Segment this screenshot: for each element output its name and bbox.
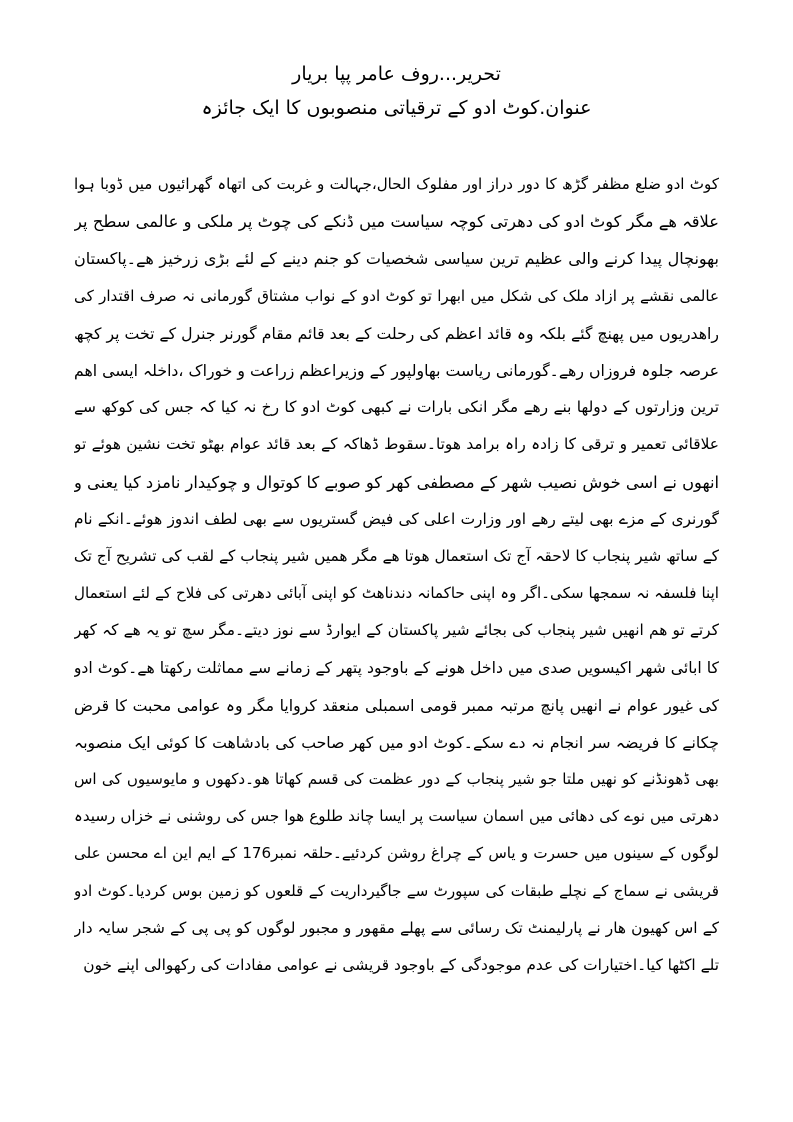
body-line: تلے اکٹھا کیا۔اختیارات کی عدم موجودگی کے باوجود قریشی نے عوامی مفادات کی رکھوالی اپنے خون xyxy=(83,955,719,974)
body-line: اپنا فلسفہ نہ سمجھا سکی۔اگر وہ اپنی حاکمانہ دندناھٹ کو اپنی آبائی دھرتی کی فلاح کے لئے استعمال xyxy=(74,584,719,603)
body-line: چکانے کا فریضہ سر انجام نہ دے سکے۔کوٹ ادو میں کھر صاحب کی بادشاھت کا کوئی ایک منصوبہ xyxy=(74,732,719,752)
body-line: کوٹ ادو ضلع مظفر گڑھ کا دور دراز اور مفلوک الحال،جہالت و غربت کی اتھاہ گھرائیوں میں ڈوبا ہوا xyxy=(74,175,719,193)
body-line: دھرتی میں نوے کی دھائی میں اسمان سیاست پر ایسا چاند طلوع ھوا جس کی روشنی نے خزاں رسیدہ xyxy=(74,807,719,826)
body-line: کے ساتھ شیر پنجاب کا لاحقہ آج تک استعمال ھوتا ھے مگر ھمیں شیر پنجاب کے لقب کی تشریح آج تک xyxy=(74,546,719,565)
body-line: کے اس کھیون ھار نے پارلیمنٹ تک رسائی سے پھلے مقھور و مجبور لوگوں کو پی پی کے شجر سایہ دار xyxy=(74,918,719,937)
author-line: تحریر...روف عامر پپا بریار xyxy=(292,63,501,85)
body-line: عرصہ جلوہ فروزاں رھے۔گورمانی ریاست بھاولپور کے وزیراعظم زراعت و خوراک ،داخلہ ایسی اھم xyxy=(74,360,719,380)
body-line: کی غیور عوام نے انھیں پانچ مرتبہ ممبر قومی اسمبلی منعقد کروایا مگر وہ عوامی محبت کا قرض xyxy=(74,695,719,715)
body-line: ترین وزارتوں کے دولھا بنے رھے مگر انکی بارات نے کبھی کوٹ ادو کا رخ نہ کیا کہ جس کی کوکھ سے xyxy=(74,398,719,417)
body-line: علاقائی تعمیر و ترقی کا زادہ راہ برامد ھوتا۔سقوط ڈھاکہ کے بعد قائد عوام بھٹو تخت نشین ھوئے تو xyxy=(74,435,719,454)
article-body xyxy=(74,166,719,984)
body-line: بھونچال پیدا کرنے والی عظیم ترین سیاسی شخصیات کو جنم دینے کے لئے بڑی زرخیز ھے۔پاکستان xyxy=(74,249,719,269)
body-line: قریشی نے سماج کے نچلے طبقات کی سپورٹ سے جاگیرداریت کے قلعوں کو زمین بوس کردیا۔کوٹ ادو xyxy=(74,881,719,900)
article-title: عنوان.کوٹ ادو کے ترقیاتی منصوبوں کا ایک جائزہ xyxy=(201,97,592,119)
body-line: لوگوں کے سینوں میں حسرت و یاس کے چراغ روشن کردئیے۔حلقہ نمبر176 کے ایم این اے محسن علی xyxy=(74,844,719,863)
body-line: کرتے تو ھم انھیں شیر پنجاب کی بجائے شیر پاکستان کے ایوارڈ سے نوز دیتے۔مگر سچ تو یہ ھے کہ کھر xyxy=(74,621,719,640)
body-line: کا ابائی شھر اکیسویں صدی میں داخل ھونے کے باوجود پتھر کے زمانے سے مماثلت رکھتا ھے۔کوٹ ادو xyxy=(74,658,719,678)
body-line: عالمی نقشے پر ازاد ملک کی شکل میں ابھرا تو کوٹ ادو کے نواب مشتاق گورمانی نہ صرف اقتدار کی xyxy=(74,286,719,305)
body-line: راھدریوں میں پھنچ گئے بلکہ وہ قائد اعظم کی رحلت کے بعد قائم مقام گورنر جنرل کے تخت پر کچھ xyxy=(74,323,719,343)
body-line: گورنری کے مزے بھی لیتے رھے اور وزارت اعلی کی فیض گستریوں سے بھی لطف اندوز ھوئے۔انکے نام xyxy=(74,509,719,528)
body-line: بھی ڈھونڈنے کو نھیں ملتا جو شیر پنجاب کے دور عظمت کی قسم کھاتا ھو۔دکھوں و مایوسیوں کی اس xyxy=(74,770,719,788)
body-line: انھوں نے اسی خوش نصیب شھر کے مصطفی کھر کو صوبے کا کوتوال و چوکیدار نامزد کیا یعنی و xyxy=(74,472,719,492)
body-line: علاقہ ھے مگر کوٹ ادو کی دھرتی کوچہ سیاست میں ڈنکے کی چوٹ پر ملکی و عالمی سطح پر xyxy=(74,212,719,232)
